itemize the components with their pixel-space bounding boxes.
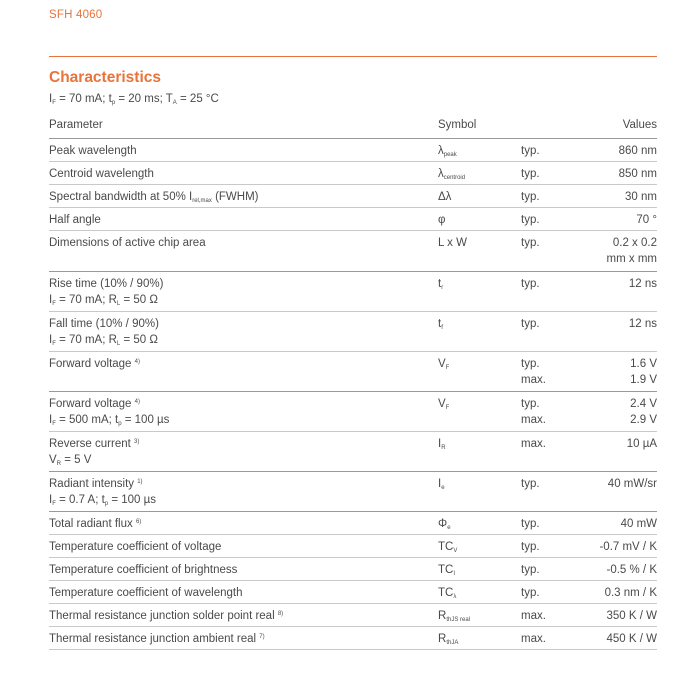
table-row-centroid-wavelength	[49, 162, 657, 185]
subscript: λ	[453, 594, 457, 600]
section-title: Characteristics	[49, 69, 162, 86]
value: 40 mW/sr	[607, 478, 657, 490]
text: TC	[438, 564, 454, 576]
text: Peak wavelength	[49, 145, 137, 157]
condition-sub: p	[111, 100, 116, 106]
parameter-line	[49, 166, 154, 182]
text: = 0.7 A; t	[55, 494, 105, 506]
subscript: L	[116, 301, 121, 307]
text: I	[438, 478, 442, 490]
condition-sub: F	[52, 100, 56, 106]
table-row-radiant-intensity	[49, 472, 657, 512]
text: Radiant intensity	[49, 478, 138, 490]
value-cell	[621, 516, 657, 532]
value: 350 K / W	[606, 610, 657, 622]
subscript: r	[441, 285, 444, 291]
header-values: Values	[622, 119, 657, 131]
symbol-cell	[438, 396, 449, 412]
condition-text: I	[49, 93, 53, 105]
qualifier-value: typ.	[521, 564, 540, 576]
value: 1.6 V	[630, 358, 657, 370]
text: Thermal resistance junction ambient real	[49, 633, 260, 645]
value: 12 ns	[628, 318, 657, 330]
table-row-total-radiant-flux	[49, 512, 657, 535]
footnote-ref: 8)	[277, 611, 284, 617]
qualifier-cell	[521, 631, 546, 647]
subscript: F	[52, 501, 56, 507]
parameter-line	[49, 292, 163, 308]
characteristics-table	[49, 114, 657, 650]
subscript: R	[441, 445, 446, 451]
text: R	[438, 610, 447, 622]
parameter-line	[49, 492, 156, 508]
subscript: F	[445, 365, 450, 371]
qualifier-value: max.	[521, 438, 546, 450]
value: -0.5 % / K	[606, 564, 657, 576]
qualifier-cell	[521, 189, 540, 205]
symbol-cell	[438, 608, 470, 624]
qualifier-cell	[521, 316, 540, 332]
parameter-line	[49, 189, 259, 205]
header-symbol: Symbol	[438, 119, 477, 131]
table-row-thermal-resistance-ambient	[49, 627, 657, 650]
footnote-ref: 3)	[134, 439, 140, 445]
symbol-cell	[438, 356, 449, 372]
value-cell	[607, 631, 658, 647]
qualifier-value: typ.	[521, 318, 540, 330]
parameter-line	[49, 516, 141, 532]
value: 860 nm	[618, 145, 657, 157]
footnote-ref: 7)	[259, 634, 265, 640]
parameter-cell	[49, 585, 242, 601]
parameter-line	[49, 276, 163, 292]
qualifier-value: typ.	[521, 214, 540, 226]
symbol-cell	[438, 516, 451, 532]
header-parameter: Parameter	[49, 119, 103, 131]
qualifier-cell	[521, 356, 546, 388]
value: 10 µA	[626, 438, 657, 450]
text: = 500 mA; t	[55, 414, 119, 426]
text: (FWHM)	[211, 191, 259, 203]
subscript: F	[52, 301, 56, 307]
symbol-cell	[438, 316, 443, 332]
text: V	[438, 358, 446, 370]
text: Δλ	[438, 191, 452, 203]
qualifier-cell	[521, 166, 540, 182]
parameter-cell	[49, 631, 265, 647]
condition-sub: A	[172, 100, 177, 106]
value-cell	[599, 539, 657, 555]
qualifier-cell	[521, 276, 540, 292]
value-cell	[607, 562, 658, 578]
parameter-cell	[49, 356, 140, 372]
subscript: peak	[443, 152, 457, 158]
text: = 100 µs	[121, 414, 170, 426]
qualifier-value: max.	[521, 610, 546, 622]
text: TC	[438, 541, 454, 553]
parameter-line	[49, 539, 221, 555]
parameter-line	[49, 356, 140, 372]
subscript: F	[52, 421, 56, 427]
parameter-line	[49, 608, 283, 624]
value-cell	[607, 608, 658, 624]
parameter-line	[49, 631, 265, 647]
text: I	[49, 294, 53, 306]
text: I	[438, 438, 442, 450]
condition-text: = 70 mA; t	[55, 93, 112, 105]
subscript: F	[52, 341, 56, 347]
subscript: p	[118, 421, 122, 427]
value: 40 mW	[620, 518, 657, 530]
symbol-cell	[438, 631, 458, 647]
table-row-reverse-current	[49, 432, 657, 472]
value: 850 nm	[618, 168, 657, 180]
text: Temperature coefficient of brightness	[49, 564, 238, 576]
table-row-temp-coeff-voltage	[49, 535, 657, 558]
symbol-cell	[438, 276, 443, 292]
qualifier-cell	[521, 436, 546, 452]
text: I	[49, 494, 53, 506]
parameter-cell	[49, 189, 259, 205]
text: Dimensions of active chip area	[49, 237, 206, 249]
subscript: rel,max	[192, 198, 212, 204]
subscript: thJS real	[446, 617, 470, 623]
table-row-temp-coeff-brightness	[49, 558, 657, 581]
subscript: f	[441, 325, 443, 331]
qualifier-value: typ.	[521, 478, 540, 490]
symbol-cell	[438, 166, 465, 182]
qualifier-value: typ.	[521, 145, 540, 157]
parameter-line	[49, 332, 159, 348]
symbol-cell	[438, 436, 446, 452]
table-row-temp-coeff-wavelength	[49, 581, 657, 604]
parameter-cell	[49, 212, 101, 228]
qualifier-value: max.	[521, 374, 546, 386]
qualifier-value: max.	[521, 633, 546, 645]
symbol-cell	[438, 562, 455, 578]
table-row-fall-time	[49, 312, 657, 352]
value-cell	[607, 235, 657, 267]
value-cell	[608, 476, 657, 492]
qualifier-value: typ.	[521, 358, 540, 370]
value: mm x mm	[606, 253, 657, 265]
table-row-forward-voltage-500ma	[49, 392, 657, 432]
text: Forward voltage	[49, 398, 135, 410]
footnote-ref: 4)	[134, 399, 140, 405]
value-cell	[630, 396, 657, 428]
qualifier-cell	[521, 476, 540, 492]
subscript: R	[56, 461, 62, 467]
qualifier-cell	[521, 608, 546, 624]
table-row-chip-dimensions	[49, 231, 657, 272]
qualifier-cell	[521, 562, 540, 578]
text: Spectral bandwidth at 50% I	[49, 191, 193, 203]
parameter-cell	[49, 396, 169, 428]
parameter-cell	[49, 276, 163, 308]
test-conditions	[49, 93, 219, 105]
symbol-cell	[438, 585, 456, 601]
value: 0.2 x 0.2	[612, 237, 657, 249]
text: Temperature coefficient of voltage	[49, 541, 222, 553]
qualifier-value: typ.	[521, 541, 540, 553]
qualifier-value: typ.	[521, 518, 540, 530]
parameter-cell	[49, 476, 156, 508]
value-cell	[619, 143, 657, 159]
parameter-cell	[49, 316, 159, 348]
subscript: F	[445, 405, 450, 411]
parameter-cell	[49, 608, 283, 624]
text: Rise time (10% / 90%)	[49, 278, 164, 290]
text: Temperature coefficient of wavelength	[49, 587, 243, 599]
text: Centroid wavelength	[49, 168, 154, 180]
value: 30 nm	[625, 191, 657, 203]
symbol-cell	[438, 476, 445, 492]
text: Forward voltage	[49, 358, 135, 370]
text: = 50 Ω	[120, 334, 158, 346]
text: t	[438, 278, 442, 290]
table-row-thermal-resistance-solder	[49, 604, 657, 627]
text: V	[438, 398, 446, 410]
subscript: e	[441, 485, 445, 491]
text: Thermal resistance junction solder point real	[49, 610, 278, 622]
qualifier-cell	[521, 212, 540, 228]
parameter-line	[49, 396, 169, 412]
parameter-cell	[49, 436, 139, 468]
subscript: V	[453, 548, 458, 554]
qualifier-value: typ.	[521, 587, 540, 599]
text: Reverse current	[49, 438, 135, 450]
value-cell	[629, 316, 657, 332]
symbol-cell	[438, 235, 467, 251]
qualifier-value: typ.	[521, 168, 540, 180]
value-cell	[627, 436, 657, 452]
parameter-cell	[49, 235, 206, 251]
parameter-line	[49, 452, 139, 468]
parameter-line	[49, 585, 242, 601]
footnote-ref: 4)	[134, 359, 140, 365]
parameter-cell	[49, 143, 137, 159]
qualifier-cell	[521, 539, 540, 555]
text: t	[438, 318, 442, 330]
symbol-cell	[438, 143, 457, 159]
table-row-spectral-bandwidth	[49, 185, 657, 208]
text: = 100 µs	[108, 494, 157, 506]
value-cell	[605, 585, 657, 601]
qualifier-value: typ.	[521, 237, 540, 249]
qualifier-value: typ.	[521, 278, 540, 290]
qualifier-cell	[521, 396, 546, 428]
text: TC	[438, 587, 454, 599]
qualifier-value: typ.	[521, 191, 540, 203]
text: V	[49, 454, 57, 466]
value-cell	[625, 189, 657, 205]
condition-text: = 25 °C	[176, 93, 219, 105]
qualifier-value: typ.	[521, 398, 540, 410]
parameter-cell	[49, 166, 154, 182]
footnote-ref: 6)	[135, 519, 142, 525]
qualifier-cell	[521, 516, 540, 532]
value: 1.9 V	[630, 374, 657, 386]
condition-text: = 20 ms; T	[115, 93, 173, 105]
parameter-line	[49, 436, 139, 452]
qualifier-cell	[521, 585, 540, 601]
subscript: e	[447, 525, 451, 531]
text: = 50 Ω	[120, 294, 158, 306]
table-row-half-angle	[49, 208, 657, 231]
value: 0.3 nm / K	[604, 587, 657, 599]
value-cell	[629, 276, 657, 292]
value-cell	[630, 356, 657, 388]
subscript: thJA	[446, 640, 459, 646]
text: I	[49, 414, 53, 426]
text: Half angle	[49, 214, 101, 226]
parameter-line	[49, 212, 101, 228]
text: = 70 mA; R	[55, 334, 117, 346]
document-title: SFH 4060	[49, 9, 103, 21]
subscript: L	[116, 341, 121, 347]
parameter-cell	[49, 562, 237, 578]
symbol-cell	[438, 189, 451, 205]
text: φ	[438, 214, 446, 226]
text: Total radiant flux	[49, 518, 136, 530]
parameter-line	[49, 412, 169, 428]
value: 2.9 V	[630, 414, 657, 426]
text: Φ	[438, 518, 448, 530]
table-body	[49, 139, 657, 650]
table-header-row	[49, 114, 657, 139]
symbol-cell	[438, 212, 445, 228]
text: λ	[438, 145, 444, 157]
qualifier-cell	[521, 235, 540, 251]
table-row-rise-time	[49, 272, 657, 312]
parameter-cell	[49, 539, 221, 555]
symbol-cell	[438, 539, 457, 555]
subscript: I	[453, 571, 456, 577]
text: Fall time (10% / 90%)	[49, 318, 159, 330]
value: -0.7 mV / K	[599, 541, 657, 553]
table-row-peak-wavelength	[49, 139, 657, 162]
text: = 5 V	[61, 454, 92, 466]
text: I	[49, 334, 53, 346]
parameter-line	[49, 316, 159, 332]
table-row-forward-voltage	[49, 352, 657, 392]
header-rule	[49, 56, 657, 57]
parameter-line	[49, 143, 137, 159]
subscript: centroid	[443, 175, 466, 181]
text: λ	[438, 168, 444, 180]
text: L x W	[438, 237, 467, 249]
value: 12 ns	[628, 278, 657, 290]
parameter-cell	[49, 516, 141, 532]
value-cell	[636, 212, 657, 228]
parameter-line	[49, 476, 156, 492]
parameter-line	[49, 235, 206, 251]
qualifier-value: max.	[521, 414, 546, 426]
value-cell	[619, 166, 657, 182]
parameter-line	[49, 562, 237, 578]
value: 450 K / W	[606, 633, 657, 645]
text: R	[438, 633, 447, 645]
subscript: p	[104, 501, 109, 507]
qualifier-cell	[521, 143, 540, 159]
text: = 70 mA; R	[55, 294, 117, 306]
value: 70 °	[636, 214, 657, 226]
value: 2.4 V	[630, 398, 657, 410]
footnote-ref: 1)	[137, 479, 143, 485]
